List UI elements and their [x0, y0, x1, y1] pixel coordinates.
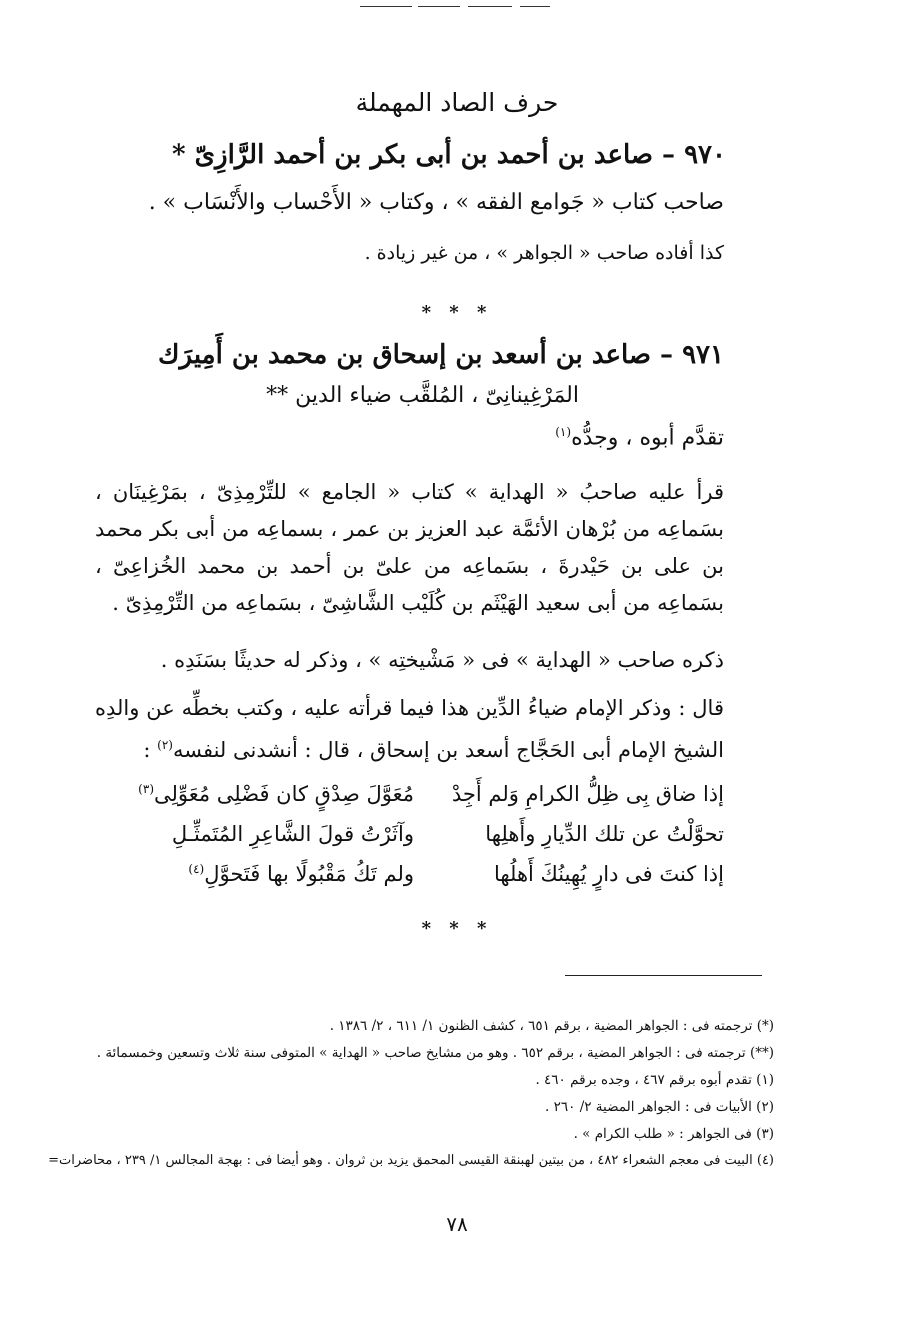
verse-row-2	[130, 822, 724, 856]
verse-2-first-hemistich: تحوَّلْتُ عن تلك الدِّيارِ وأَهلِها	[485, 822, 724, 846]
entry-970-source-line: كذا أفاده صاحب « الجواهر » ، من غير زيادة .	[364, 242, 724, 264]
verse-1-second-text: مُعَوَّلَ صِدْقٍ كان فَضْلِى مُعَوِّلِى	[154, 782, 414, 806]
entry-970-books-line: صاحب كتاب « جَوامع الفقه » ، وكتاب « الأَحْساب والأَنْسَاب » .	[148, 190, 724, 215]
footnote-2: (٢) الأبيات فى : الجواهر المضية ٢/ ٢٦٠ .	[545, 1099, 774, 1115]
footnote-star: (*) ترجمته فى : الجواهر المضية ، برقم ٦٥١ ، كشف الظنون ١/ ٦١١ ، ٢/ ١٣٨٦ .	[329, 1018, 774, 1034]
verse-3-second-hemistich	[188, 862, 414, 886]
section-title: حرف الصاد المهملة	[355, 88, 559, 117]
footnote-divider	[565, 975, 762, 976]
verse-row-1	[130, 782, 724, 816]
verse-3-second-text: ولم تَكُ مَقْبُولًا بها فَتَحوَّلِ	[204, 862, 414, 886]
verse-3-first-hemistich: إذا كنتَ فى دارٍ يُهِينُكَ أَهلُها	[493, 862, 724, 886]
footnote-ref-4: (٤)	[188, 862, 205, 876]
footnote-1: (١) تقدم أبوه برقم ٤٦٧ ، وجده برقم ٤٦٠ .	[535, 1072, 774, 1088]
top-decorative-rules	[360, 6, 590, 8]
paragraph-3-end: :	[143, 738, 158, 762]
footnote-ref-3: (٣)	[138, 782, 154, 796]
footnote-ref-1: (١)	[555, 425, 572, 439]
entry-971-paragraph-3	[95, 690, 724, 769]
verse-2-second-hemistich: وآثَرْتُ قولَ الشَّاعِرِ المُتَمثِّـلِ	[171, 822, 414, 846]
entry-971-heading-line1: ٩٧١ – صاعد بن أسعد بن إسحاق بن محمد بن أَمِيرَك	[158, 340, 724, 370]
entry-971-intro	[555, 425, 724, 450]
intro-text: تقدَّم أبوه ، وجدُّه	[571, 425, 724, 451]
entry-971-paragraph-2: ذكره صاحب « الهداية » فى « مَشْيختِه » ، وذكر له حديثًا بسَنَدِه .	[160, 648, 724, 672]
verse-row-3	[130, 862, 724, 896]
verse-1-first-hemistich: إذا ضاق بِى ظِلُّ الكرامِ وَلم أَجِدْ	[451, 782, 724, 806]
footnote-4: (٤) البيت فى معجم الشعراء ٤٨٢ ، من بيتين لهبنقة القيسى المحمق يزيد بن ثروان . وهو أيضا فى : بهجة المجالس ١/ ٢٣٩ ، محاضرات=	[48, 1153, 774, 1168]
footnote-3: (٣) فى الجواهر : « طلب الكرام » .	[573, 1126, 774, 1142]
verse-1-second-hemistich	[138, 782, 414, 806]
paragraph-3-text: قال : وذكر الإمام ضياءُ الدِّين هذا فيما قرأته عليه ، وكتب بخطِّه عن والدِه الشيخ الإمام أبى الحَجَّاج أسعد بن إسحاق ، قال : أنشدنى لنفسه	[95, 696, 724, 762]
entry-970-heading: ٩٧٠ – صاعد بن أحمد بن أبى بكر بن أحمد الرَّازِىّ *	[172, 140, 726, 170]
separator-stars: * * *	[421, 302, 493, 323]
entry-971-heading-line2: المَرْغِينانِىّ ، المُلقَّب ضياء الدين **	[266, 383, 579, 408]
footnote-ref-2: (٢)	[157, 738, 173, 752]
entry-971-paragraph-1: قرأ عليه صاحبُ « الهداية » كتاب « الجامع » للتِّرْمِذِىّ ، بمَرْغِينَان ، بسَماعِه من بُرْهان الأئمَّة عبد العزيز بن عمر ، بسماعِه من أبى بكر محمد بن على بن حَيْدرةَ ، بسَماعِه من علىّ بن أحمد بن محمد الخُزاعِىّ ، بسَماعِه من أبى سعيد الهَيْثَم بن كُلَيْب الشَّاشِىّ ، بسَماعِه من التِّرْمِذِىّ .	[95, 480, 724, 615]
footnote-double-star: (**) ترجمته فى : الجواهر المضية ، برقم ٦٥٢ . وهو من مشايخ صاحب « الهداية » المتوفى سنة ثلاث وتسعين وخمسمائة .	[96, 1045, 774, 1061]
separator-stars-end: * * *	[421, 918, 493, 939]
page-number: ٧٨	[446, 1212, 468, 1236]
